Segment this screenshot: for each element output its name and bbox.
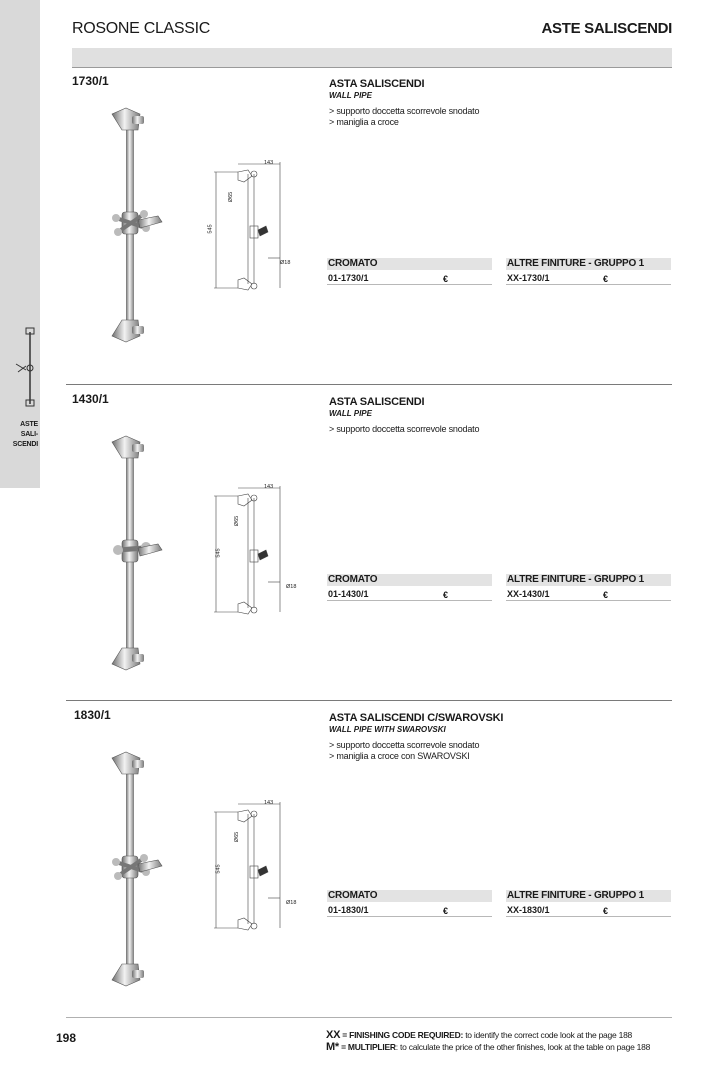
multiplier-key: M*	[326, 1041, 339, 1053]
dim-width: 143	[264, 800, 274, 806]
dim-height: 545	[215, 548, 222, 558]
finish-chrome-header: CROMATO	[327, 890, 492, 902]
finish-chrome-code: 01-1830/1	[327, 903, 492, 917]
feature-line: > supporto doccetta scorrevole snodato	[329, 106, 480, 116]
finish-other-code: XX-1430/1	[506, 587, 671, 601]
product-code: 1730/1	[72, 74, 109, 88]
footer-line-multiplier	[326, 1041, 650, 1053]
dim-height: 545	[207, 224, 214, 234]
dim-diam-bar: Ø18	[286, 900, 297, 906]
finish-other-header: ALTRE FINITURE - GRUPPO 1	[506, 574, 671, 586]
dim-diam-bar: Ø18	[280, 260, 291, 266]
category-title: ASTE SALISCENDI	[541, 20, 672, 37]
product-subtitle: WALL PIPE WITH SWAROVSKI	[329, 725, 446, 734]
other-price-currency: €	[603, 274, 609, 284]
section-divider	[66, 384, 672, 385]
feature-line: > maniglia a croce	[329, 117, 399, 127]
section-divider	[66, 700, 672, 701]
finish-other-code: XX-1730/1	[506, 271, 671, 285]
product-title: ASTA SALISCENDI	[329, 396, 425, 408]
product-subtitle: WALL PIPE	[329, 91, 372, 100]
product-code: 1830/1	[74, 708, 111, 722]
sidebar-strip	[0, 0, 40, 488]
finishing-text: to identify the correct code look at the page 188	[463, 1030, 633, 1040]
dim-width: 143	[264, 160, 274, 166]
finish-chrome-header: CROMATO	[327, 574, 492, 586]
product-photo	[66, 744, 196, 994]
dim-diam-top: Ø65	[228, 191, 235, 203]
finish-chrome-code: 01-1730/1	[327, 271, 492, 285]
wall-pipe-icon	[8, 326, 38, 410]
collection-title: ROSONE CLASSIC	[72, 20, 211, 37]
page-number: 198	[56, 1031, 77, 1045]
chrome-price-currency: €	[443, 590, 449, 600]
finish-other-header: ALTRE FINITURE - GRUPPO 1	[506, 258, 671, 270]
multiplier-text: : to calculate the price of the other finishes, look at the table on page 188	[395, 1042, 651, 1052]
dim-height: 545	[215, 864, 222, 874]
chrome-price-currency: €	[443, 906, 449, 916]
dim-diam-top: Ø65	[234, 831, 241, 843]
feature-line: > supporto doccetta scorrevole snodato	[329, 424, 480, 434]
technical-drawing	[208, 160, 298, 300]
finish-chrome-code: 01-1430/1	[327, 587, 492, 601]
sidebar-section-label: ASTE SALI- SCENDI	[12, 421, 38, 448]
finish-other-header: ALTRE FINITURE - GRUPPO 1	[506, 890, 671, 902]
chrome-price-currency: €	[443, 274, 449, 284]
finishing-key: XX	[326, 1029, 341, 1041]
finishing-label: = FINISHING CODE REQUIRED:	[340, 1030, 464, 1040]
other-price-currency: €	[603, 590, 609, 600]
product-title: ASTA SALISCENDI	[329, 78, 425, 90]
other-price-currency: €	[603, 906, 609, 916]
multiplier-label: = MULTIPLIER	[338, 1042, 396, 1052]
product-photo	[66, 428, 196, 678]
feature-line: > supporto doccetta scorrevole snodato	[329, 740, 480, 750]
product-photo	[66, 100, 196, 350]
product-title: ASTA SALISCENDI C/SWAROVSKI	[329, 712, 504, 724]
dim-diam-bar: Ø18	[286, 584, 297, 590]
footer-line-finishing	[326, 1029, 632, 1041]
header-band	[72, 48, 672, 68]
feature-line: > maniglia a croce con SWAROVSKI	[329, 751, 470, 761]
dim-width: 143	[264, 484, 274, 490]
finish-chrome-header: CROMATO	[327, 258, 492, 270]
finish-other-code: XX-1830/1	[506, 903, 671, 917]
product-code: 1430/1	[72, 392, 109, 406]
dim-diam-top: Ø65	[234, 515, 241, 527]
footer-divider	[66, 1017, 672, 1018]
product-subtitle: WALL PIPE	[329, 409, 372, 418]
